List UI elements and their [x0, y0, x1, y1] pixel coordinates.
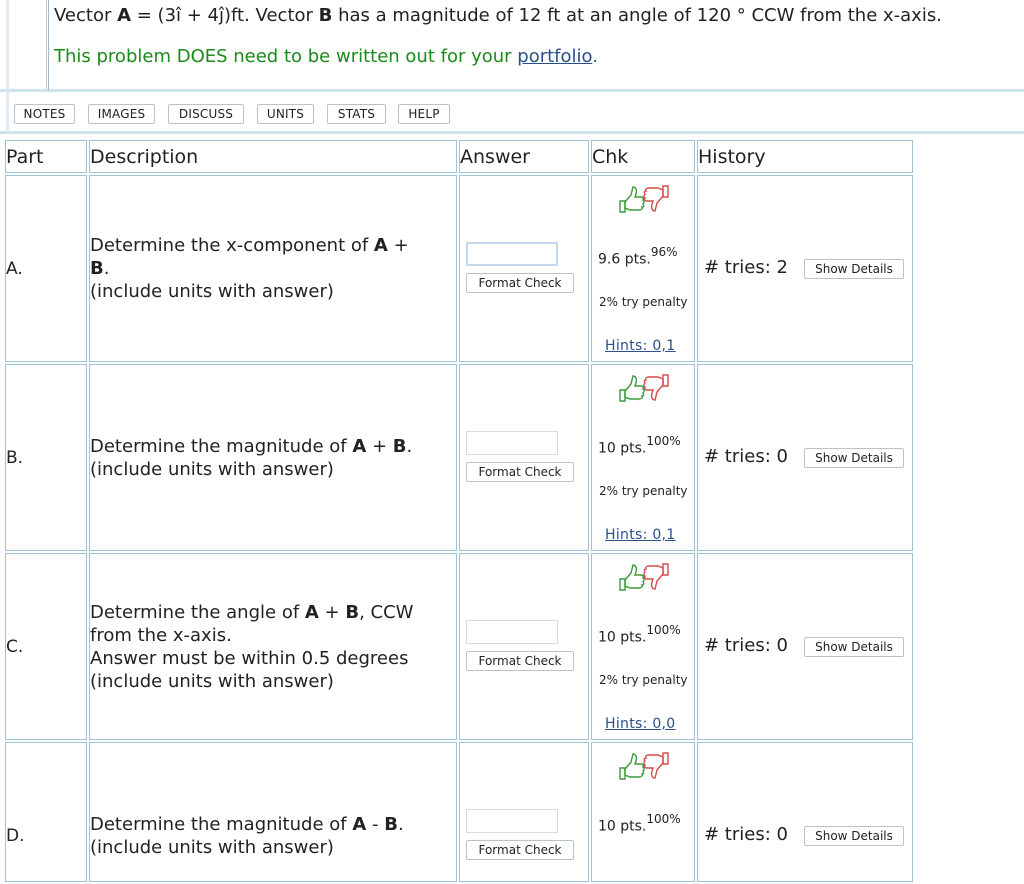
chk-cell — [591, 175, 695, 362]
problem-statement — [0, 0, 1024, 92]
portfolio-link[interactable]: portfolio — [517, 46, 593, 67]
points: 10 pts.$^{100\%}$ — [598, 623, 681, 646]
answer-cell — [459, 364, 589, 551]
hints-link[interactable]: Hints: 0,1 — [605, 527, 676, 543]
history-cell — [697, 175, 913, 362]
answer-cell — [459, 742, 589, 882]
format-check-button[interactable]: Format Check — [466, 462, 574, 482]
answer-input[interactable] — [466, 431, 558, 455]
tab-stats[interactable]: STATS — [327, 104, 386, 124]
answer-cell — [459, 175, 589, 362]
tab-images[interactable]: IMAGES — [88, 104, 155, 124]
table-row — [5, 364, 913, 551]
thumbs-icon — [616, 373, 672, 403]
table-row — [5, 553, 913, 740]
thumbs-icon — [616, 751, 672, 781]
problem-text: Vector A = (3î + 4ĵ)ft. Vector B has a magnitude of 12 ft at an angle of 120 ° CCW from the x-axis. — [54, 5, 942, 26]
description: Determine the angle of A + B, CCW from the x-axis. Answer must be within 0.5 degrees (include units with answer) — [89, 553, 457, 740]
part-label: A. — [5, 175, 87, 362]
answer-input[interactable] — [466, 620, 558, 644]
header-chk: Chk — [591, 140, 695, 173]
tries-count: # tries: 0 — [704, 635, 788, 656]
table-row — [5, 742, 913, 882]
try-penalty: 2% try penalty — [599, 484, 688, 498]
part-label: C. — [5, 553, 87, 740]
description: Determine the magnitude of A - B. (include units with answer) — [89, 742, 457, 882]
tab-help[interactable]: HELP — [398, 104, 450, 124]
part-label: D. — [5, 742, 87, 882]
history-cell — [697, 553, 913, 740]
header-description: Description — [89, 140, 457, 173]
history-cell — [697, 364, 913, 551]
chk-cell — [591, 553, 695, 740]
thumbs-icon — [616, 562, 672, 592]
points: 10 pts.$^{100\%}$ — [598, 812, 681, 835]
chk-cell — [591, 742, 695, 882]
description: Determine the magnitude of A + B. (include units with answer) — [89, 364, 457, 551]
description: Determine the x-component of A + B. (include units with answer) — [89, 175, 457, 362]
tab-discuss[interactable]: DISCUSS — [168, 104, 244, 124]
format-check-button[interactable]: Format Check — [466, 273, 574, 293]
answer-cell — [459, 553, 589, 740]
show-details-button[interactable]: Show Details — [804, 826, 904, 846]
tool-tabs — [0, 92, 1024, 134]
header-history: History — [697, 140, 913, 173]
chk-cell — [591, 364, 695, 551]
header-answer: Answer — [459, 140, 589, 173]
header-part: Part — [5, 140, 87, 173]
table-row — [5, 175, 913, 362]
show-details-button[interactable]: Show Details — [804, 637, 904, 657]
tab-units[interactable]: UNITS — [257, 104, 314, 124]
tries-count: # tries: 2 — [704, 257, 788, 278]
format-check-button[interactable]: Format Check — [466, 840, 574, 860]
hints-link[interactable]: Hints: 0,1 — [605, 338, 676, 354]
answer-input[interactable] — [466, 809, 558, 833]
history-cell — [697, 742, 913, 882]
question-table — [3, 138, 915, 884]
hints-link[interactable]: Hints: 0,0 — [605, 716, 676, 732]
portfolio-note: This problem DOES need to be written out for your portfolio. — [54, 46, 598, 67]
thumbs-icon — [616, 184, 672, 214]
points: 10 pts.$^{100\%}$ — [598, 434, 681, 457]
show-details-button[interactable]: Show Details — [804, 259, 904, 279]
tries-count: # tries: 0 — [704, 446, 788, 467]
try-penalty: 2% try penalty — [599, 295, 688, 309]
part-label: B. — [5, 364, 87, 551]
try-penalty: 2% try penalty — [599, 673, 688, 687]
format-check-button[interactable]: Format Check — [466, 651, 574, 671]
tries-count: # tries: 0 — [704, 824, 788, 845]
show-details-button[interactable]: Show Details — [804, 448, 904, 468]
answer-input[interactable] — [466, 242, 558, 266]
points: 9.6 pts.$^{96\%}$ — [598, 245, 678, 268]
tab-notes[interactable]: NOTES — [14, 104, 75, 124]
